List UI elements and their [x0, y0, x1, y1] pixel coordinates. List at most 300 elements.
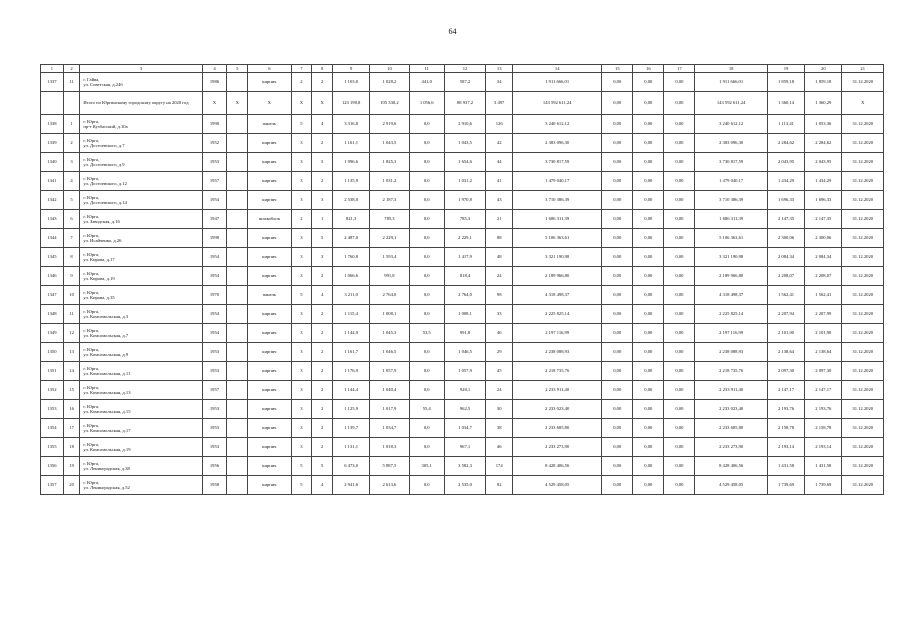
table-cell: 1953 [202, 343, 227, 362]
column-number-cell: 13 [486, 65, 513, 73]
table-cell: 24 [486, 267, 513, 286]
column-number-cell: 4 [202, 65, 227, 73]
table-cell: 0,00 [633, 324, 664, 343]
table-cell: 0,00 [602, 92, 633, 115]
table-cell: 0,00 [602, 286, 633, 305]
table-cell: 31.12.2020 [842, 476, 884, 495]
table-cell: 2 097,30 [767, 362, 804, 381]
table-cell: 2 [312, 362, 333, 381]
table-cell: 0,00 [664, 343, 695, 362]
table-cell: 3 [291, 134, 312, 153]
table-cell: 0,00 [633, 73, 664, 92]
table-cell: 5 [291, 476, 312, 495]
table-row [41, 172, 884, 191]
table-cell: 41 [486, 172, 513, 191]
table-cell: 305,1 [409, 457, 444, 476]
table-cell: 1 046,5 [370, 343, 409, 362]
table-cell: 88 937,2 [444, 92, 485, 115]
table-cell: 1351 [41, 362, 64, 381]
table-cell: 2 233 023,40 [513, 400, 602, 419]
table-row [41, 248, 884, 267]
table-row [41, 286, 884, 305]
table-cell: 11 [63, 73, 80, 92]
table-cell: 4 529 458,05 [695, 476, 767, 495]
table-cell: кирпич [248, 191, 291, 210]
table-cell: 31.12.2020 [842, 381, 884, 400]
table-cell: 31.12.2020 [842, 115, 884, 134]
table-cell: 8 [63, 248, 80, 267]
table-cell: 2 193,14 [805, 438, 842, 457]
table-cell: 105 330,2 [370, 92, 409, 115]
table-cell: 2 158,78 [767, 419, 804, 438]
table-cell: 53,5 [409, 324, 444, 343]
table-cell: 0,00 [602, 362, 633, 381]
table-cell: 24 [486, 381, 513, 400]
table-cell: 4 [312, 286, 333, 305]
table-cell: 126 [486, 115, 513, 134]
table-cell: 31.12.2020 [842, 191, 884, 210]
table-cell: 3 [291, 305, 312, 324]
column-number-cell: 17 [664, 65, 695, 73]
table-cell: 1 593,4 [370, 248, 409, 267]
table-cell: 1342 [41, 191, 64, 210]
table-row [41, 476, 884, 495]
table-cell: 1337 [41, 73, 64, 92]
table-body [41, 65, 884, 495]
table-cell: 0,00 [602, 229, 633, 248]
table-cell: 31.12.2020 [842, 210, 884, 229]
table-cell: 0,00 [602, 343, 633, 362]
table-cell: 1356 [41, 457, 64, 476]
table-cell: г. Юрга, ул. Комсомольская, д.19 [80, 438, 202, 457]
table-cell: 2 [312, 134, 333, 153]
table-cell: 43 [486, 191, 513, 210]
table-cell: кирпич [248, 400, 291, 419]
table-cell: 3 [291, 172, 312, 191]
table-cell: 143 592 611,24 [695, 92, 767, 115]
table-cell: 2 101,90 [805, 324, 842, 343]
table-cell: 0,00 [664, 419, 695, 438]
table-cell: 2 218 735,76 [695, 362, 767, 381]
table-cell: 2 147,17 [767, 381, 804, 400]
table-cell: 1954 [202, 267, 227, 286]
column-number-cell: 5 [227, 65, 248, 73]
table-cell: 1339 [41, 134, 64, 153]
table-cell: 1990 [202, 115, 227, 134]
table-cell: 31.12.2020 [842, 324, 884, 343]
table-cell: 13 [63, 343, 80, 362]
table-cell: 1343 [41, 210, 64, 229]
table-cell: 0,0 [409, 343, 444, 362]
table-cell: 0,00 [602, 400, 633, 419]
table-cell: 1953 [202, 362, 227, 381]
table-cell: 1347 [41, 286, 64, 305]
table-cell: кирпич [248, 153, 291, 172]
table-cell: 0,00 [633, 172, 664, 191]
table-cell: 0,00 [602, 172, 633, 191]
table-cell: 2 383 096,30 [513, 134, 602, 153]
table-cell: 2 197 116,99 [695, 324, 767, 343]
table-cell: 0,0 [409, 153, 444, 172]
table-cell [63, 92, 80, 115]
table-cell: 34 [486, 73, 513, 92]
table-cell: 0,00 [633, 286, 664, 305]
table-cell: г. Юрга, пр-т Кузбасский, д.10а [80, 115, 202, 134]
table-cell: 21 [486, 210, 513, 229]
table-cell: 2 233 685,80 [695, 419, 767, 438]
table-cell: 0,00 [602, 419, 633, 438]
table-cell: 1 040,4 [370, 381, 409, 400]
table-cell: 785,3 [444, 210, 485, 229]
table-cell: 0,00 [664, 92, 695, 115]
table-cell: 1957 [202, 172, 227, 191]
table-cell: 1 970,8 [444, 191, 485, 210]
table-cell [227, 172, 248, 191]
table-cell: г. Юрга, ул. Комсомольская, д.11 [80, 362, 202, 381]
table-cell: 0,00 [664, 305, 695, 324]
table-cell: 14 [63, 362, 80, 381]
table-cell: 0,00 [664, 400, 695, 419]
table-cell: 1952 [202, 134, 227, 153]
table-cell: кирпич [248, 438, 291, 457]
table-cell: 2 207,99 [805, 305, 842, 324]
table-cell: 785,3 [370, 210, 409, 229]
table-cell: 4 529 458,05 [513, 476, 602, 495]
table-cell: 2 233 273,90 [695, 438, 767, 457]
table-cell: 0,00 [664, 172, 695, 191]
table-cell: 1947 [202, 210, 227, 229]
table-cell: 1 046,5 [444, 343, 485, 362]
table-cell: кирпич [248, 324, 291, 343]
table-cell: 0,00 [633, 229, 664, 248]
table-cell: 45 [486, 362, 513, 381]
table-cell: 0,00 [633, 362, 664, 381]
table-cell: 0,00 [602, 191, 633, 210]
column-number-cell: 9 [332, 65, 369, 73]
table-cell: 2 229,1 [444, 229, 485, 248]
table-cell: 31.12.2020 [842, 267, 884, 286]
table-row [41, 457, 884, 476]
table-cell [227, 73, 248, 92]
table-cell: 1 [63, 115, 80, 134]
table-row [41, 324, 884, 343]
table-cell: Итого по Юргинскому городскому округу на 2020 год [80, 92, 202, 115]
table-cell: 1 562,41 [805, 286, 842, 305]
table-cell: 2 158,78 [805, 419, 842, 438]
table-cell: 31.12.2020 [842, 362, 884, 381]
table-cell: 962,5 [444, 400, 485, 419]
table-cell: 2 [312, 400, 333, 419]
table-cell: 2 218 735,76 [513, 362, 602, 381]
table-cell: 1 057,9 [370, 362, 409, 381]
table-cell [227, 248, 248, 267]
table-cell: 2 [63, 134, 80, 153]
table-cell: 5 106 363,61 [695, 229, 767, 248]
table-cell: кирпич [248, 419, 291, 438]
table-cell: 1 434,29 [805, 172, 842, 191]
table-cell: 42 [486, 134, 513, 153]
table-cell: г. Юрга, ул. Комсомольская, д.9 [80, 343, 202, 362]
table-cell: 0,00 [664, 286, 695, 305]
table-cell: 3 [291, 324, 312, 343]
table-cell: 1 008,1 [444, 305, 485, 324]
table-cell: 1 031,2 [370, 172, 409, 191]
table-cell: 1354 [41, 419, 64, 438]
table-cell: 2 147,17 [805, 381, 842, 400]
table-cell: 1 144,9 [332, 324, 369, 343]
table-cell: г. Юрга, ул. Комсомольская, д.15 [80, 400, 202, 419]
table-cell: 0,0 [409, 172, 444, 191]
table-cell: 1 739,69 [767, 476, 804, 495]
table-cell: 1 760,8 [332, 248, 369, 267]
table-cell: 1 135,9 [332, 172, 369, 191]
table-cell: 2 147,35 [767, 210, 804, 229]
table-cell: 9 [63, 267, 80, 286]
table-cell: X [248, 92, 291, 115]
table-cell: 2 [312, 172, 333, 191]
table-cell [227, 305, 248, 324]
table-cell: 0,00 [633, 115, 664, 134]
table-cell: 3 [291, 248, 312, 267]
table-cell: 0,00 [633, 343, 664, 362]
table-cell: 8 428 406,56 [695, 457, 767, 476]
table-cell: 1355 [41, 438, 64, 457]
table-cell: кирпич [248, 457, 291, 476]
table-cell [227, 210, 248, 229]
table-cell: 1 113,41 [767, 115, 804, 134]
table-cell: 31.12.2020 [842, 153, 884, 172]
table-cell: 31.12.2020 [842, 305, 884, 324]
table-cell: 1 031,2 [444, 172, 485, 191]
table-cell: 2 487,0 [332, 229, 369, 248]
table-cell [227, 381, 248, 400]
table-cell: 1 018,3 [370, 438, 409, 457]
table-cell: 3 240 612,12 [695, 115, 767, 134]
table-cell: 3 710 386,39 [513, 191, 602, 210]
table-cell: 29 [486, 343, 513, 362]
table-cell: 1 562,41 [767, 286, 804, 305]
column-number-cell: 6 [248, 65, 291, 73]
table-cell: 1986 [202, 73, 227, 92]
table-cell: 44 [486, 153, 513, 172]
table-cell: 174 [486, 457, 513, 476]
table-cell: 2 189 966,80 [513, 267, 602, 286]
table-cell: г. Юрга, ул. Исайченко, д.26 [80, 229, 202, 248]
table-cell: 0,00 [602, 305, 633, 324]
table-cell: кирпич [248, 134, 291, 153]
table-cell: 2 233 685,80 [513, 419, 602, 438]
table-cell: 0,00 [602, 153, 633, 172]
table-cell: 46 [486, 438, 513, 457]
column-number-row [41, 65, 884, 73]
table-cell: г. Юрга, ул. Кирова, д.19 [80, 267, 202, 286]
column-number-cell: 11 [409, 65, 444, 73]
table-cell: 0,0 [409, 381, 444, 400]
table-row [41, 343, 884, 362]
table-cell [227, 400, 248, 419]
table-cell: 0,0 [409, 191, 444, 210]
table-cell: 0,00 [633, 438, 664, 457]
table-cell: 1954 [202, 324, 227, 343]
table-cell: 12 [63, 324, 80, 343]
table-row [41, 73, 884, 92]
table-cell: 2 300,06 [805, 229, 842, 248]
table-cell: 0,00 [633, 457, 664, 476]
table-cell: г. Юрга, ул. Кирова, д.35 [80, 286, 202, 305]
table-cell: 6 473,0 [332, 457, 369, 476]
table-cell: г. Юрга, ул. Ленинградская, д.52 [80, 476, 202, 495]
table-cell: 0,0 [409, 115, 444, 134]
table-cell: 2 [312, 267, 333, 286]
table-cell: 55,4 [409, 400, 444, 419]
table-cell: 1953 [202, 153, 227, 172]
table-cell [227, 153, 248, 172]
column-number-cell: 12 [444, 65, 485, 73]
table-cell: 143 592 611,24 [513, 92, 602, 115]
table-cell: 1 479 040,17 [513, 172, 602, 191]
table-cell: 11 [63, 305, 80, 324]
table-cell [227, 267, 248, 286]
table-cell: 0,0 [409, 134, 444, 153]
table-cell: 1953 [202, 438, 227, 457]
table-cell: 0,00 [664, 438, 695, 457]
table-cell: 1 017,9 [370, 400, 409, 419]
table-cell: 2 [312, 419, 333, 438]
table-cell: 1344 [41, 229, 64, 248]
table-cell: 18 [63, 438, 80, 457]
table-cell: 1 696,33 [805, 191, 842, 210]
table-cell: 7 [63, 229, 80, 248]
table-cell: 10 [63, 286, 80, 305]
table-cell: 3 [312, 191, 333, 210]
table-cell: 0,00 [633, 92, 664, 115]
table-cell: 8 428 406,56 [513, 457, 602, 476]
table-cell: 1 034,7 [444, 419, 485, 438]
table-cell: 0,00 [664, 381, 695, 400]
table-cell: 0,0 [409, 229, 444, 248]
table-cell: 33 [486, 305, 513, 324]
table-cell: 0,00 [633, 419, 664, 438]
column-number-cell: 21 [842, 65, 884, 73]
table-cell: 1 739,69 [805, 476, 842, 495]
table-cell: 2 538,0 [332, 191, 369, 210]
table-cell: X [842, 92, 884, 115]
table-cell: 928,1 [444, 381, 485, 400]
table-cell: 2 097,30 [805, 362, 842, 381]
table-cell [227, 134, 248, 153]
table-cell: г. Юрга, ул. Достоевского, д.12 [80, 172, 202, 191]
table-cell: 3 211,0 [332, 286, 369, 305]
table-cell: 30 [486, 400, 513, 419]
table-cell: панель [248, 286, 291, 305]
table-cell: г. Юрга, ул. Заводская, д.16 [80, 210, 202, 229]
table-cell: 0,00 [664, 457, 695, 476]
table-cell [227, 229, 248, 248]
table-cell: 20 [63, 476, 80, 495]
table-cell: 2 [291, 210, 312, 229]
table-cell: 0,00 [602, 248, 633, 267]
table-cell: 0,00 [664, 248, 695, 267]
table-cell: 2 764,0 [370, 286, 409, 305]
table-cell: 5 [291, 286, 312, 305]
housing-register-table [40, 64, 884, 495]
table-row [41, 267, 884, 286]
table-cell: г. Юрга, ул. Комсомольская, д.17 [80, 419, 202, 438]
table-cell: 1346 [41, 267, 64, 286]
table-cell: 31.12.2020 [842, 248, 884, 267]
table-cell: 1340 [41, 153, 64, 172]
table-cell: 1345 [41, 248, 64, 267]
table-cell: 6 [63, 210, 80, 229]
table-cell: 2 208,07 [767, 267, 804, 286]
table-cell: 15 [63, 381, 80, 400]
table-cell: 1 996,6 [332, 153, 369, 172]
table-cell: 2 193,14 [767, 438, 804, 457]
table-cell: г. Юрга, ул. Комсомольская, д.7 [80, 324, 202, 343]
table-cell: 0,00 [633, 134, 664, 153]
table-cell: 2 043,95 [767, 153, 804, 172]
table-cell: 0,00 [664, 191, 695, 210]
table-cell: 0,00 [664, 153, 695, 172]
table-cell: кирпич [248, 381, 291, 400]
table-cell: 31.12.2020 [842, 438, 884, 457]
table-cell: 0,00 [602, 115, 633, 134]
table-cell: 1 176,9 [332, 362, 369, 381]
table-cell: 2 [312, 324, 333, 343]
table-cell: 48 [486, 248, 513, 267]
table-cell: 0,00 [602, 438, 633, 457]
table-cell: 2 138,64 [805, 343, 842, 362]
table-cell: 3 [291, 153, 312, 172]
table-row [41, 153, 884, 172]
table-cell: 1953 [202, 419, 227, 438]
table-cell: 3 497 [486, 92, 513, 115]
table-cell: 2 910,6 [444, 115, 485, 134]
table-cell: 98 [486, 286, 513, 305]
table-cell: 1 654,6 [444, 153, 485, 172]
table-cell: г. Юрга, ул. Достоевского, д.14 [80, 191, 202, 210]
table-cell [227, 343, 248, 362]
table-cell [227, 324, 248, 343]
table-cell: 1 479 040,17 [695, 172, 767, 191]
table-cell: г. Юрга, ул. Комсомольская, д.13 [80, 381, 202, 400]
table-cell: 0,00 [602, 457, 633, 476]
table-cell: 3 [291, 229, 312, 248]
table-cell: 2 233 911,40 [513, 381, 602, 400]
table-cell: 1341 [41, 172, 64, 191]
column-number-cell: 18 [695, 65, 767, 73]
table-cell: 2 284,62 [767, 134, 804, 153]
table-cell: 3 316,8 [332, 115, 369, 134]
table-cell: 3 240 612,12 [513, 115, 602, 134]
table-cell: 0,00 [633, 476, 664, 495]
table-cell: 2 238 088,93 [695, 343, 767, 362]
table-cell: 2 207,94 [767, 305, 804, 324]
column-number-cell: 3 [80, 65, 202, 73]
table-cell: 1 144,4 [332, 381, 369, 400]
table-cell: 1350 [41, 343, 64, 362]
table-cell: 2 101,90 [767, 324, 804, 343]
table-cell: 31.12.2020 [842, 134, 884, 153]
table-cell: 1954 [202, 305, 227, 324]
table-row [41, 191, 884, 210]
table-cell: 2 284,62 [805, 134, 842, 153]
table-cell: 2 [312, 305, 333, 324]
table-cell: г. Юрга, ул. Достоевского, д.9 [80, 153, 202, 172]
table-cell: 0,00 [664, 210, 695, 229]
table-cell: 0,00 [633, 248, 664, 267]
table-cell: 2 138,64 [767, 343, 804, 362]
